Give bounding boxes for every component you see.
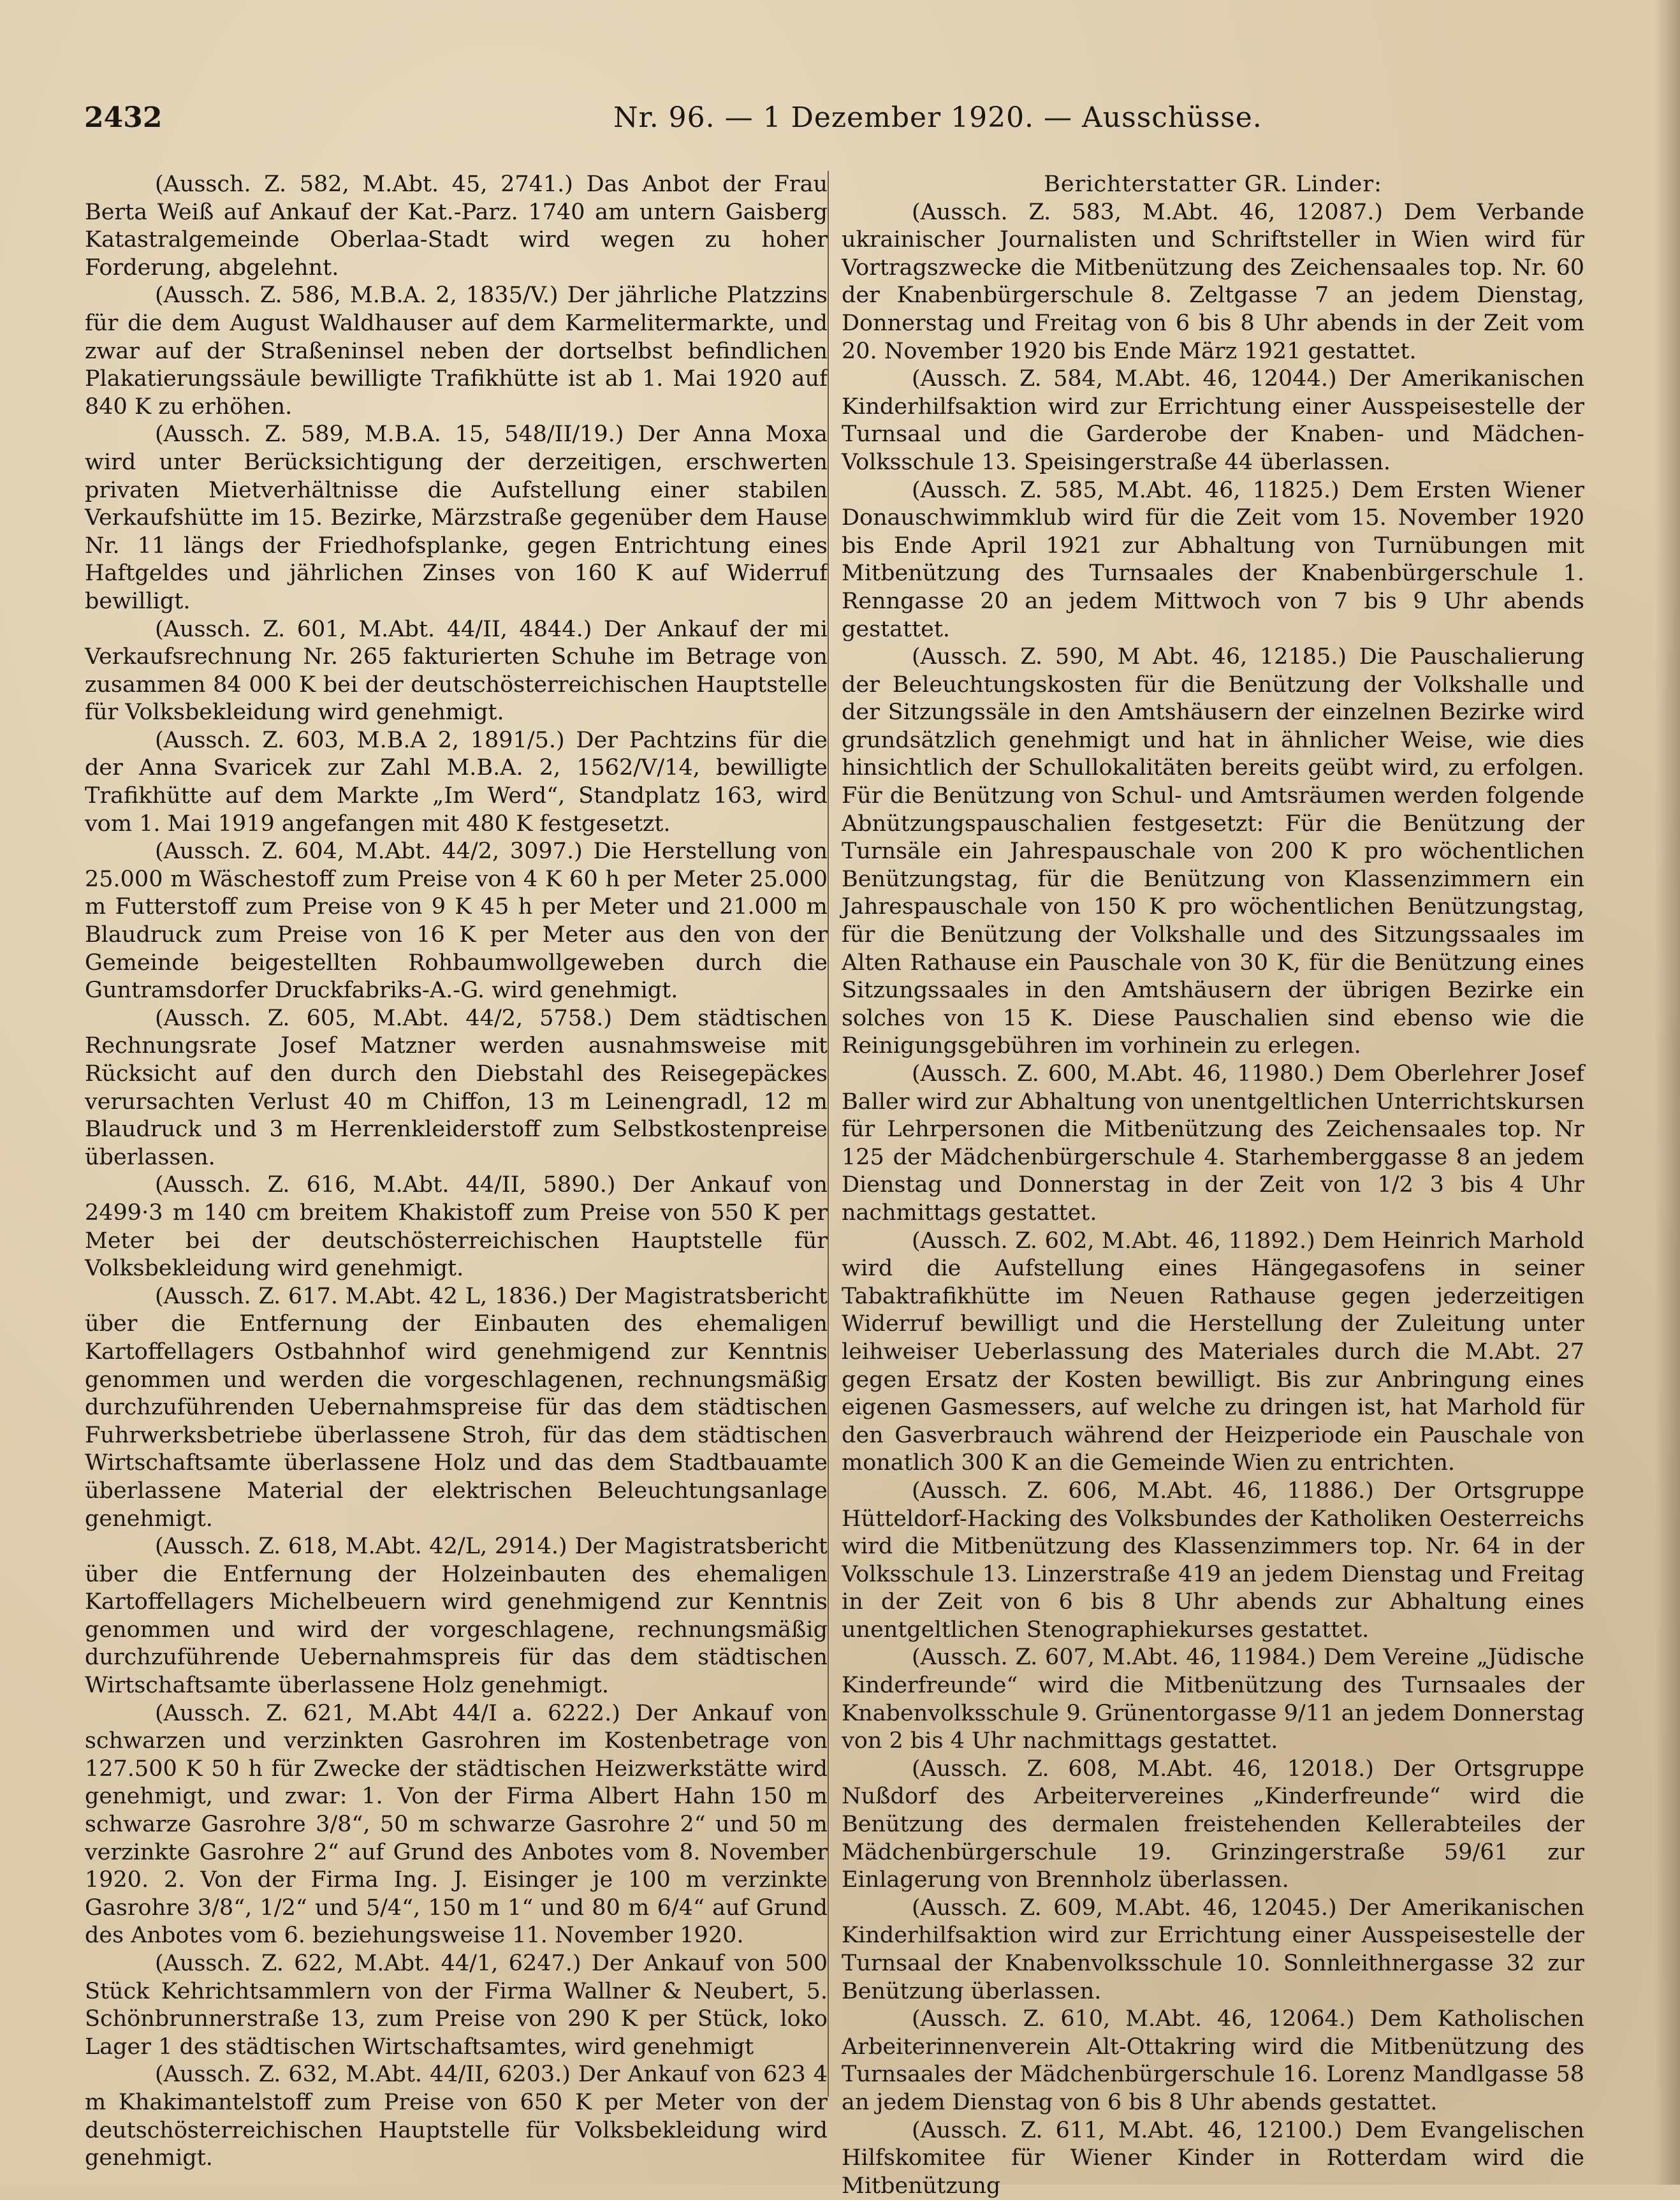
paragraph: (Aussch. Z. 608, M.Abt. 46, 12018.) Der Ortsgruppe Nußdorf des Arbeitervereines „Kinderfreunde“ wird die Benützung des dermalen freistehenden Kellerabteiles der Mädchenbürgerschule 19. Grinzingerstraße 59/61 zur Einlagerung von Brennholz überlassen. [842,1756,1584,1893]
paragraph: (Aussch. Z. 586, M.B.A. 2, 1835/V.) Der jährliche Platzzins für die dem August Waldhauser auf dem Karmelitermarkte, und zwar auf der Straßeninsel neben der dortselbst befindlichen Plakatierungssäule bewilligte Trafikhütte ist ab 1. Mai 1920 auf 840 K zu erhöhen. [85,282,828,420]
paragraph: (Aussch. Z. 616, M.Abt. 44/II, 5890.) Der Ankauf von 2499·3 m 140 cm breitem Khakistoff zum Preise von 550 K per Meter bei der deutschösterreichischen Hauptstelle für Volksbekleidung wird genehmigt. [85,1172,828,1282]
paragraph: (Aussch. Z. 590, M Abt. 46, 12185.) Die Pauschalierung der Beleuchtungskosten für die Benützung der Volkshalle und der Sitzungssäle in den Amtshäusern der einzelnen Bezirke wird grundsätzlich genehmigt und hat in ähnlicher Weise, wie dies hinsichtlich der Schullokalitäten bereits geübt wird, zu erfolgen. Für die Benützung von Schul- und Amtsräumen werden folgende Abnützungspauschalien festgesetzt: Für die Benützung der Turnsäle ein Jahrespauschale von 200 K pro wöchentlichen Benützungstag, für die Benützung von Klassenzimmern ein Jahrespauschale von 150 K pro wöchentlichen Benützungstag, für die Benützung der Volkshalle und des Sitzungssaales im Alten Rathause ein Pauschale von 30 K, für die Benützung eines Sitzungssaales in den Amtshäusern der übrigen Bezirke ein solches von 15 K. Diese Pauschalien sind ebenso wie die Reinigungsgebühren im vorhinein zu erlegen. [842,644,1584,1059]
paragraph: (Aussch. Z. 600, M.Abt. 46, 11980.) Dem Oberlehrer Josef Baller wird zur Abhaltung von unentgeltlichen Unterrichtskursen für Lehrpersonen die Mitbenützung des Zeichensaales top. Nr 125 der Mädchenbürgerschule 4. Starhemberggasse 8 an jedem Dienstag und Donnerstag in der Zeit von 1/2 3 bis 4 Uhr nachmittags gestattet. [842,1061,1584,1226]
paragraph: (Aussch. Z. 632, M.Abt. 44/II, 6203.) Der Ankauf von 623 4 m Khakimantelstoff zum Preise von 650 K per Meter von der deutschösterreichischen Hauptstelle für Volksbekleidung wird genehmigt. [85,2062,828,2171]
paragraph: (Aussch. Z. 611, M.Abt. 46, 12100.) Dem Evangelischen Hilfskomitee für Wiener Kinder in Rotterdam wird die Mitbenützung [842,2117,1584,2199]
paragraph: (Aussch. Z. 609, M.Abt. 46, 12045.) Der Amerikanischen Kinderhilfsaktion wird zur Errichtung einer Ausspeisestelle der Turnsaal der Knabenvolksschule 10. Sonnleithnergasse 32 zur Benützung überlassen. [842,1895,1584,2004]
paragraph: (Aussch. Z. 582, M.Abt. 45, 2741.) Das Anbot der Frau Berta Weiß auf Ankauf der Kat.-Parz. 1740 am untern Gaisberg Katastralgemeinde Oberlaa-Stadt wird wegen zu hoher Forderung, abgelehnt. [85,172,828,281]
paragraph: (Aussch. Z. 583, M.Abt. 46, 12087.) Dem Verbande ukrainischer Journalisten und Schriftsteller in Wien wird für Vortragszwecke die Mitbenützung des Zeichensaales top. Nr. 60 der Knabenbürgerschule 8. Zeltgasse 7 an jedem Dienstag, Donnerstag und Freitag von 6 bis 8 Uhr abends in der Zeit vom 20. November 1920 bis Ende März 1921 gestattet. [842,199,1584,364]
page-number: 2432 [84,101,163,134]
left-column [85,171,828,2173]
paragraph: (Aussch. Z. 585, M.Abt. 46, 11825.) Dem Ersten Wiener Donauschwimmklub wird für die Zeit vom 15. November 1920 bis Ende April 1921 zur Abhaltung von Turnübungen mit Mitbenützung des Turnsaales der Knabenbürgerschule 1. Renngasse 20 an jedem Mittwoch von 7 bis 9 Uhr abends gestattet. [842,477,1584,642]
column-divider [828,171,829,2097]
paragraph: (Aussch. Z. 584, M.Abt. 46, 12044.) Der Amerikanischen Kinderhilfsaktion wird zur Errichtung einer Ausspeisestelle der Turnsaal und die Garderobe der Knaben- und Mädchen-Volksschule 13. Speisingerstraße 44 überlassen. [842,366,1584,475]
paragraph: (Aussch. Z. 622, M.Abt. 44/1, 6247.) Der Ankauf von 500 Stück Kehrichtsammlern von der Firma Wallner & Neubert, 5. Schönbrunnerstraße 13, zum Preise von 290 K per Stück, loko Lager 1 des städtischen Wirtschaftsamtes, wird genehmigt [85,1951,828,2060]
paragraph: (Aussch. Z. 606, M.Abt. 46, 11886.) Der Ortsgruppe Hütteldorf-Hacking des Volksbundes der Katholiken Oesterreichs wird die Mitbenützung des Klassenzimmers top. Nr. 64 in der Volksschule 13. Linzerstraße 419 an jedem Dienstag und Freitag in der Zeit von 6 bis 8 Uhr abends zur Abhaltung eines unentgeltlichen Stenographiekurses gestattet. [842,1478,1584,1643]
page-header [84,96,1602,140]
paragraph: (Aussch. Z. 621, M.Abt 44/I a. 6222.) Der Ankauf von schwarzen und verzinkten Gasrohren im Kostenbetrage von 127.500 K 50 h für Zwecke der städtischen Heizwerkstätte wird genehmigt, und zwar: 1. Von der Firma Albert Hahn 150 m schwarze Gasrohre 3/8“, 50 m schwarze Gasrohre 2“ und 50 m verzinkte Gasrohre 2“ auf Grund des Anbotes vom 8. November 1920. 2. Von der Firma Ing. J. Eisinger je 100 m verzinkte Gasrohre 3/8“, 1/2“ und 5/4“, 150 m 1“ und 80 m 6/4“ auf Grund des Anbotes vom 6. beziehungsweise 11. November 1920. [85,1700,828,1949]
reporter-heading: Berichterstatter GR. Linder: [1044,172,1382,197]
page-edge-shadow [1654,0,1680,2185]
paragraph: (Aussch. Z. 607, M.Abt. 46, 11984.) Dem Vereine „Jüdische Kinderfreunde“ wird die Mitbenützung des Turnsaales der Knabenvolksschule 9. Grünentorgasse 9/11 an jedem Donnerstag von 2 bis 4 Uhr nachmittags gestattet. [842,1645,1584,1754]
paragraph: (Aussch. Z. 604, M.Abt. 44/2, 3097.) Die Herstellung von 25.000 m Wäschestoff zum Preise von 4 K 60 h per Meter 25.000 m Futterstoff zum Preise von 9 K 45 h per Meter und 21.000 m Blaudruck zum Preise von 16 K per Meter aus den von der Gemeinde beigestellten Rohbaumwollgeweben durch die Guntramsdorfer Druckfabriks-A.-G. wird genehmigt. [85,839,828,1004]
running-title: Nr. 96. — 1 Dezember 1920. — Ausschüsse. [613,101,1262,134]
paragraph: (Aussch. Z. 617. M.Abt. 42 L, 1836.) Der Magistratsbericht über die Entfernung der Einbauten des ehemaligen Kartoffellagers Ostbahnhof wird genehmigend zur Kenntnis genommen und werden die vorgeschlagenen, rechnungsmäßig durchzuführenden Uebernahmspreise für das dem städtischen Fuhrwerksbetriebe überlassene Stroh, für das dem städtischen Wirtschaftsamte überlassene Holz und das dem Stadtbauamte überlassene Material der elektrischen Beleuchtungsanlage genehmigt. [85,1283,828,1532]
paragraph: (Aussch. Z. 589, M.B.A. 15, 548/II/19.) Der Anna Moxa wird unter Berücksichtigung der derzeitigen, erschwerten privaten Mietverhältnisse die Aufstellung einer stabilen Verkaufshütte im 15. Bezirke, Märzstraße gegenüber dem Hause Nr. 11 längs der Friedhofsplanke, gegen Entrichtung eines Haftgeldes und jährlichen Zinses von 160 K auf Widerruf bewilligt. [85,422,828,614]
paragraph: (Aussch. Z. 601, M.Abt. 44/II, 4844.) Der Ankauf der mi Verkaufsrechnung Nr. 265 fakturierten Schuhe im Betrage von zusammen 84 000 K bei der deutschösterreichischen Hauptstelle für Volksbekleidung wird genehmigt. [85,616,828,726]
paragraph: (Aussch. Z. 602, M.Abt. 46, 11892.) Dem Heinrich Marhold wird die Aufstellung eines Hängegasofens in seiner Tabaktrafikhütte im Neuen Rathause gegen jederzeitigen Widerruf bewilligt und die Herstellung der Zuleitung unter leihweiser Ueberlassung des Materiales durch die M.Abt. 27 gegen Ersatz der Kosten bewilligt. Bis zur Anbringung eines eigenen Gasmessers, auf welche zu dringen ist, hat Marhold für den Gasverbrauch während der Heizperiode ein Pauschale von monatlich 300 K an die Gemeinde Wien zu entrichten. [842,1228,1584,1476]
paragraph: (Aussch. Z. 610, M.Abt. 46, 12064.) Dem Katholischen Arbeiterinnenverein Alt-Ottakring wird die Mitbenützung des Turnsaales der Mädchenbürgerschule 16. Lorenz Mandlgasse 58 an jedem Dienstag von 6 bis 8 Uhr abends gestattet. [842,2006,1584,2115]
paragraph: (Aussch. Z. 618, M.Abt. 42/L, 2914.) Der Magistratsbericht über die Entfernung der Holzeinbauten des ehemaligen Kartoffellagers Michelbeuern wird genehmigend zur Kenntnis genommen und wird der vorgeschlagene, rechnungsmäßig durchzuführende Uebernahmspreis für das dem städtischen Wirtschaftsamte überlassene Holz genehmigt. [85,1534,828,1699]
paragraph: (Aussch. Z. 603, M.B.A 2, 1891/5.) Der Pachtzins für die der Anna Svaricek zur Zahl M.B.A. 2, 1562/V/14, bewilligte Trafikhütte auf dem Markte „Im Werd“, Standplatz 163, wird vom 1. Mai 1919 angefangen mit 480 K festgesetzt. [85,727,828,837]
paragraph: (Aussch. Z. 605, M.Abt. 44/2, 5758.) Dem städtischen Rechnungsrate Josef Matzner werden ausnahmsweise mit Rücksicht auf den durch den Diebstahl des Reisegepäckes verursachten Verlust 40 m Chiffon, 13 m Leinengradl, 12 m Blaudruck und 3 m Herrenkleiderstoff zum Selbstkostenpreise überlassen. [85,1005,828,1170]
right-column [842,171,1584,2200]
